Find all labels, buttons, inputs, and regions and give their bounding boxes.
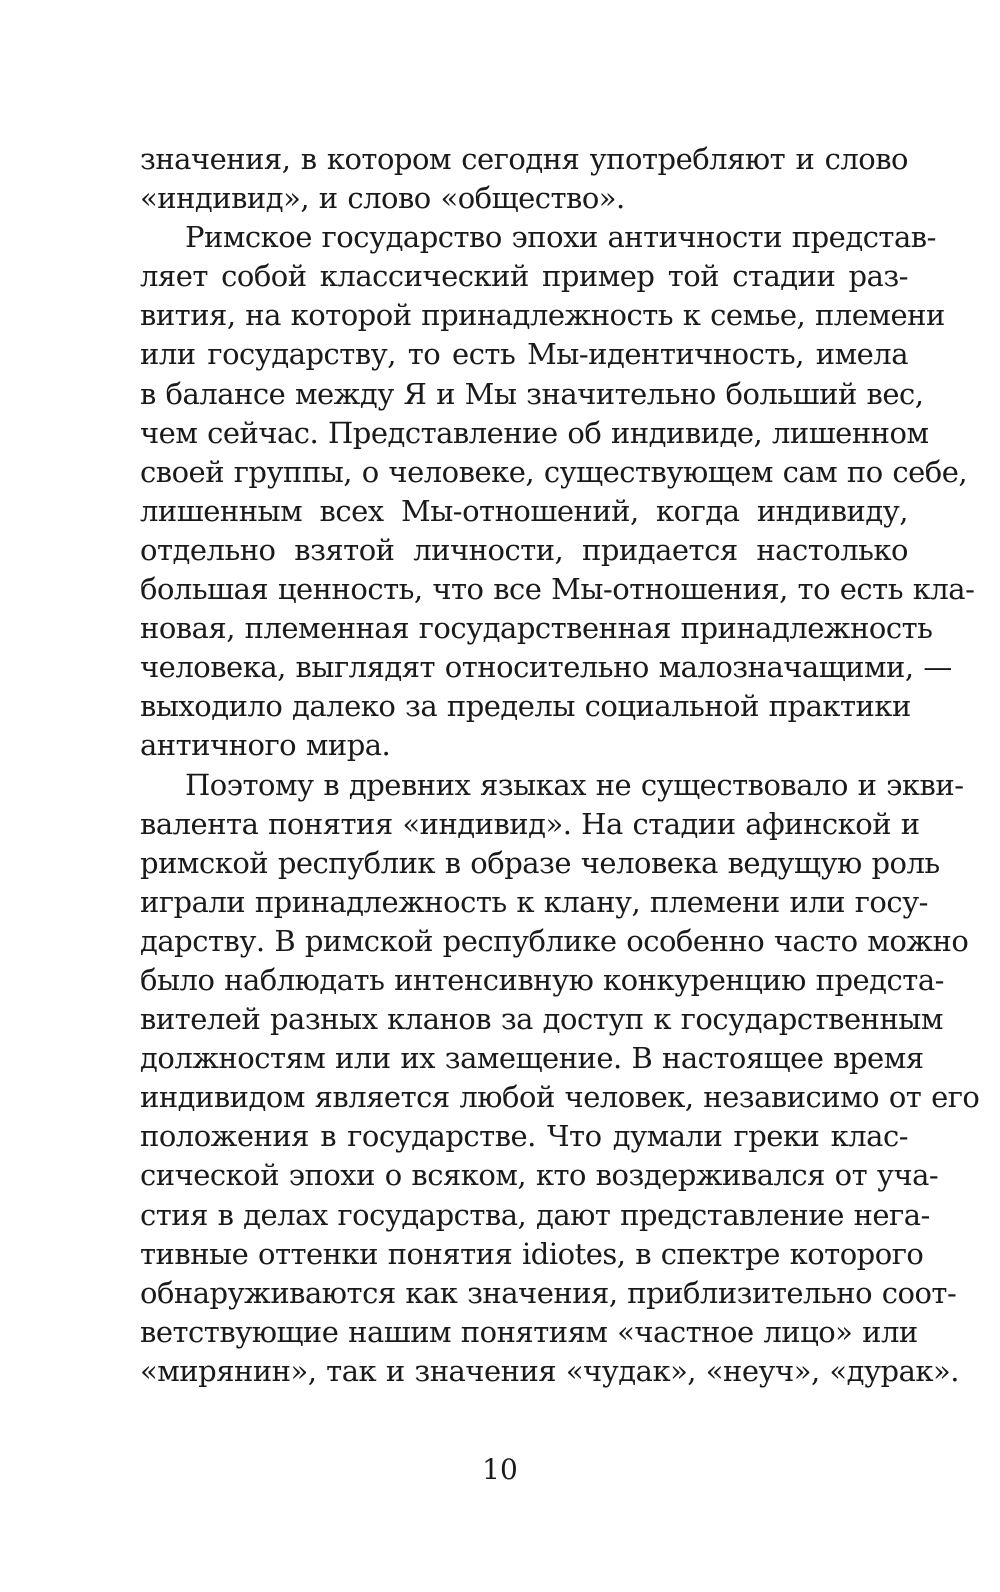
text-line: Поэтому в древних языках не существовало и экви- bbox=[185, 767, 964, 802]
text-line: вителей разных кланов за доступ к государственным bbox=[140, 1002, 943, 1037]
text-line: чем сейчас. Представление об индивиде, лишенном bbox=[140, 415, 929, 450]
text-line: большая ценность, что все Мы-отношения, то есть кла- bbox=[140, 572, 975, 607]
text-line: римской республик в образе человека ведущую роль bbox=[140, 845, 940, 880]
page-number: 10 bbox=[482, 1453, 518, 1486]
text-line: Римское государство эпохи античности представ- bbox=[185, 220, 936, 255]
text-line: новая, племенная государственная принадлежность bbox=[140, 611, 933, 646]
text-line: вития, на которой принадлежность к семье, племени bbox=[140, 298, 945, 333]
text-line: должностям или их замещение. В настоящее время bbox=[140, 1041, 924, 1076]
text-line: стия в делах государства, дают представление нега- bbox=[140, 1197, 930, 1232]
text-line: валента понятия «индивид». На стадии афинской и bbox=[140, 806, 920, 841]
text-line: или государству, то есть Мы-идентичность, имела bbox=[140, 337, 908, 372]
text-line: своей группы, о человеке, существующем сам по себе, bbox=[140, 454, 968, 489]
text-line: играли принадлежность к клану, племени или госу- bbox=[140, 884, 928, 919]
text-line: «индивид», и слово «общество». bbox=[140, 181, 625, 216]
text-line: античного мира. bbox=[140, 728, 391, 763]
text-line: человека, выглядят относительно малозначащими, — bbox=[140, 650, 952, 685]
text-line: обнаруживаются как значения, приблизительно соот- bbox=[140, 1275, 957, 1310]
text-line: ветствующие нашим понятиям «частное лицо» или bbox=[140, 1314, 918, 1349]
text-line: сической эпохи о всяком, кто воздерживался от уча- bbox=[140, 1158, 939, 1193]
text-line: тивные оттенки понятия idiotes, в спектре которого bbox=[140, 1236, 924, 1271]
paragraph-3 bbox=[140, 766, 980, 1392]
text-line: «мирянин», так и значения «чудак», «неуч», «дурак». bbox=[140, 1353, 959, 1388]
body-text bbox=[140, 140, 980, 1391]
text-line: ляет собой классический пример той стадии раз- bbox=[140, 259, 908, 294]
text-line: положения в государстве. Что думали греки клас- bbox=[140, 1119, 908, 1154]
paragraph-1 bbox=[140, 140, 908, 218]
text-line: в балансе между Я и Мы значительно больший вес, bbox=[140, 376, 924, 411]
paragraph-2 bbox=[140, 218, 975, 765]
text-line: выходило далеко за пределы социальной практики bbox=[140, 689, 911, 724]
text-line: индивидом является любой человек, независимо от его bbox=[140, 1080, 980, 1115]
text-line: значения, в котором сегодня употребляют и слово bbox=[140, 142, 908, 176]
text-line: лишенным всех Мы-отношений, когда индивиду, bbox=[140, 493, 908, 528]
text-line: отдельно взятой личности, придается настолько bbox=[140, 532, 908, 567]
text-line: было наблюдать интенсивную конкуренцию предста- bbox=[140, 962, 944, 997]
text-line: дарству. В римской республике особенно часто можно bbox=[140, 923, 969, 958]
